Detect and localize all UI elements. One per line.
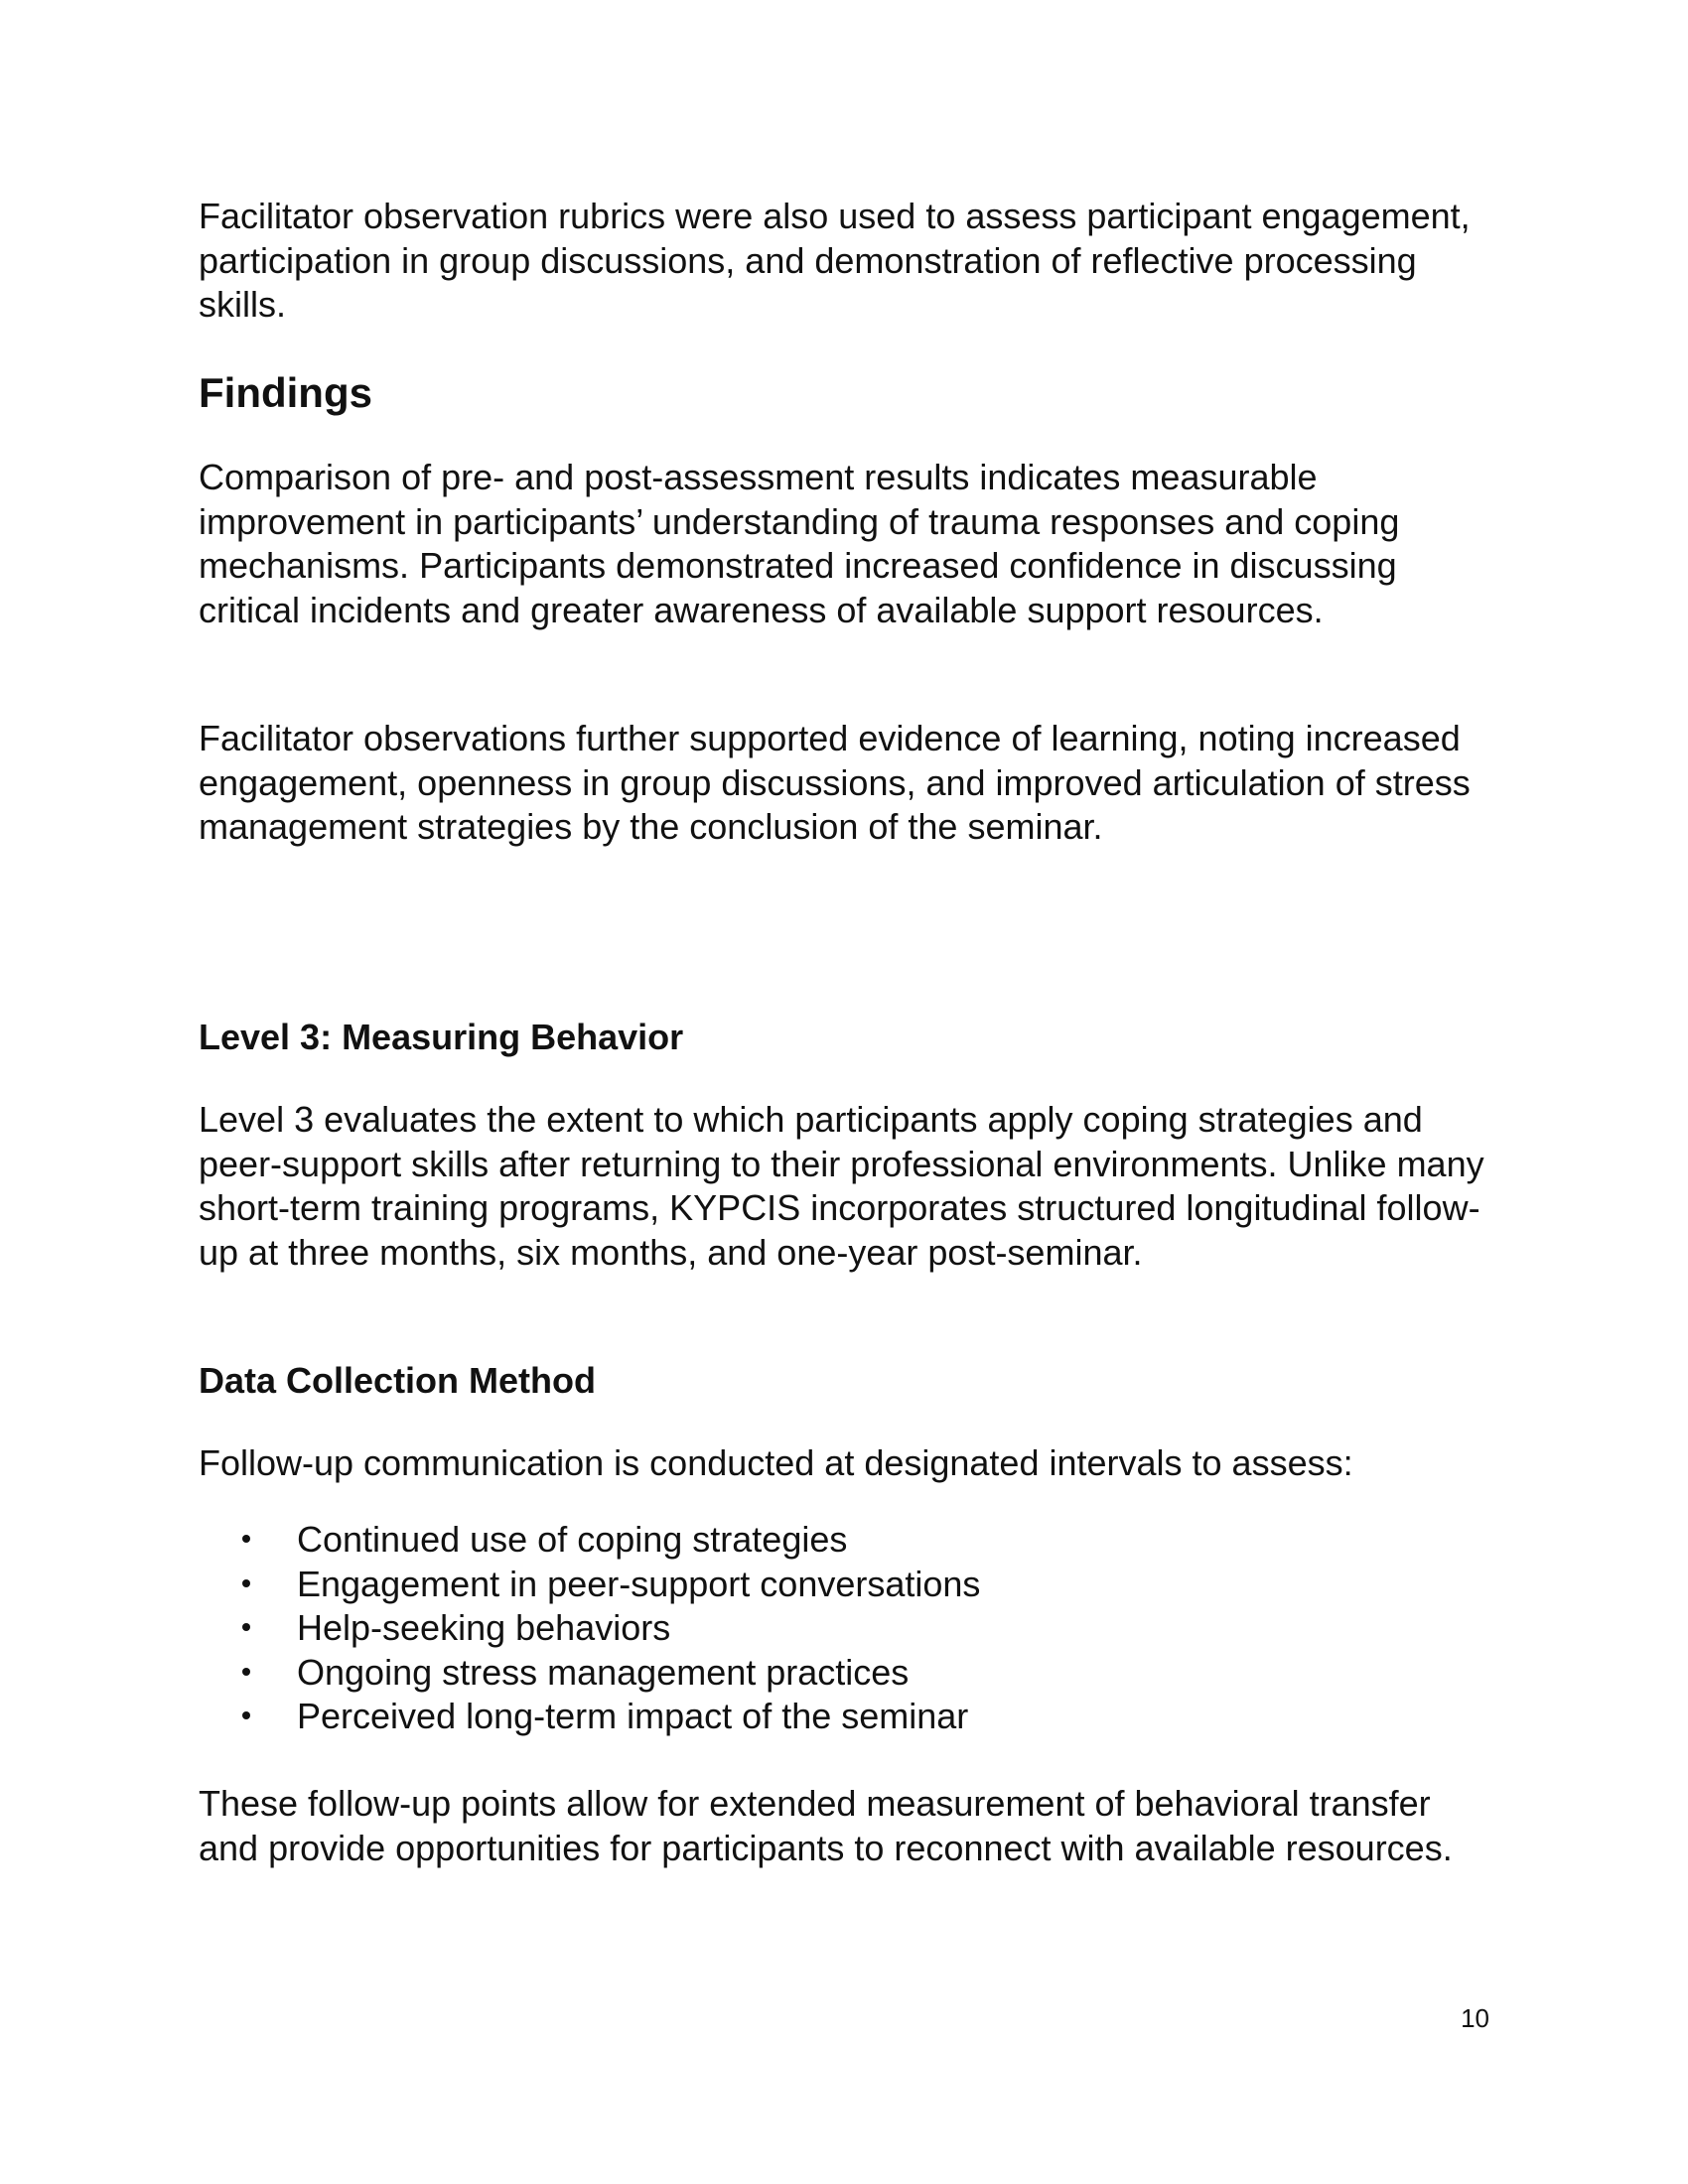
bullet-item — [199, 1563, 1489, 1607]
findings-paragraph-2: Facilitator observations further supported evidence of learning, noting increased engagement, openness in group discussions, and improved articulation of stress management strategies by the conclusion of the seminar. — [199, 718, 1471, 847]
bullet-dot-icon — [242, 1668, 250, 1676]
intro-paragraph: Facilitator observation rubrics were also used to assess participant engagement, participation in group discussions, and demonstration of reflective processing skills. — [199, 196, 1471, 325]
bullet-text: Perceived long-term impact of the seminar — [297, 1696, 969, 1736]
bullet-item — [199, 1606, 1489, 1651]
bullet-dot-icon — [242, 1579, 250, 1587]
bullet-dot-icon — [242, 1711, 250, 1719]
level3-paragraph: Level 3 evaluates the extent to which participants apply coping strategies and peer-support skills after returning to their professional environments. Unlike many short-term training programs, KYPCIS incorporates structured longitudinal follow-up at three months, six months, and one-year post-seminar. — [199, 1099, 1484, 1273]
closing-paragraph: These follow-up points allow for extended measurement of behavioral transfer and provide opportunities for participants to reconnect with available resources. — [199, 1783, 1453, 1868]
bullet-dot-icon — [242, 1623, 250, 1631]
findings-paragraph-1: Comparison of pre- and post-assessment results indicates measurable improvement in participants’ understanding of trauma responses and coping mechanisms. Participants demonstrated increased confidence in discussing critical incidents and greater awareness of available support resources. — [199, 457, 1400, 630]
bullet-item — [199, 1518, 1489, 1563]
data-collection-heading: Data Collection Method — [199, 1360, 597, 1401]
level3-heading: Level 3: Measuring Behavior — [199, 1017, 684, 1057]
data-collection-intro: Follow-up communication is conducted at designated intervals to assess: — [199, 1442, 1353, 1483]
bullet-text: Ongoing stress management practices — [297, 1651, 910, 1693]
bullet-item — [199, 1651, 1489, 1696]
bullet-item — [199, 1695, 1489, 1739]
page-number: 10 — [1461, 2003, 1489, 2033]
findings-heading: Findings — [199, 369, 372, 416]
follow-up-bullet-list — [199, 1518, 1489, 1739]
bullet-dot-icon — [242, 1535, 250, 1543]
bullet-text: Continued use of coping strategies — [297, 1519, 848, 1560]
bullet-text: Engagement in peer-support conversations — [297, 1563, 981, 1604]
bullet-text: Help-seeking behaviors — [297, 1607, 671, 1648]
